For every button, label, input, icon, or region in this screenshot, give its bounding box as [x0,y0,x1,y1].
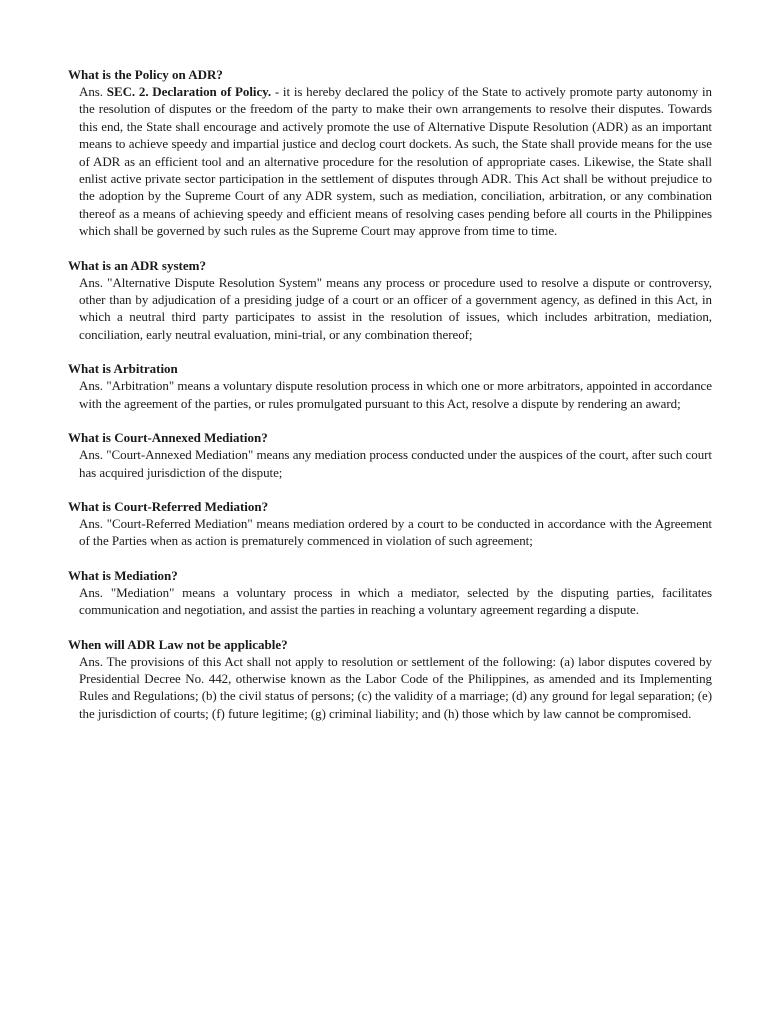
section-title: SEC. 2. Declaration of Policy. [106,84,272,99]
question-heading: What is Court-Annexed Mediation? [68,430,268,446]
qa-adr-not-applicable [68,636,712,723]
qa-arbitration [68,360,712,412]
question-heading: What is Court-Referred Mediation? [68,498,269,514]
answer-text: Ans. "Arbitration" means a voluntary dispute resolution process in which one or more arbitrators, appointed in accordance with the agreement of the parties, or rules promulgated pursuant to this Act, resolve a dispute by rendering an award; [79,378,712,411]
qa-adr-system [68,257,712,344]
document-page [68,66,712,739]
answer-text: Ans. "Court-Annexed Mediation" means any mediation process conducted under the auspices of the court, after such court has acquired jurisdiction of the dispute; [79,447,712,480]
answer-text: Ans. "Mediation" means a voluntary process in which a mediator, selected by the disputing parties, facilitates communication and negotiation, and assist the parties in reaching a voluntary agreement regarding a dispute. [79,584,712,618]
question-heading: What is the Policy on ADR? [68,67,223,82]
qa-mediation [68,567,712,619]
qa-court-referred-mediation [68,498,712,550]
answer-text: Ans. "Court-Referred Mediation" means mediation ordered by a court to be conducted in accordance with the Agreement of the Parties when as action is prematurely commenced in violation of such agreement; [79,515,712,549]
qa-court-annexed-mediation [68,429,712,481]
answer-prefix: Ans. [79,84,107,99]
answer-text: Ans. The provisions of this Act shall not apply to resolution or settlement of the following: (a) labor disputes covered by Presidential Decree No. 442, otherwise known as the Labor Code of the Philippines, as amended and its Implementing Rules and Regulations; (b) the civil status of persons; (c) the validity of a marriage; (d) any ground for legal separation; (e) the jurisdiction of courts; (f) future legitime; (g) criminal liability; and (h) those which by law cannot be compromised. [79,653,712,721]
question-heading: What is Arbitration [68,361,178,377]
answer-text [79,83,712,240]
question-heading: When will ADR Law not be applicable? [68,636,288,652]
question-heading: What is Mediation? [68,567,178,583]
qa-policy-on-adr [68,66,712,240]
answer-text: Ans. "Alternative Dispute Resolution System" means any process or procedure used to resolve a dispute or controversy, other than by adjudication of a presiding judge of a court or an officer of a government agency, as defined in this Act, in which a neutral third party participates to assist in the resolution of issues, which includes arbitration, mediation, conciliation, early neutral evaluation, mini-trial, or any combination thereof; [79,274,712,342]
question-heading: What is an ADR system? [68,257,206,273]
answer-body: - it is hereby declared the policy of the State to actively promote party autonomy in the resolution of disputes or the freedom of the party to make their own arrangements to resolve their disputes. Towards this end, the State shall encourage and actively promote the use of Alternative Dispute Resolution (ADR) as an important means to achieve speedy and impartial justice and declog court dockets. As such, the State shall provide means for the use of ADR as an efficient tool and an alternative procedure for the resolution of appropriate cases. Likewise, the State shall enlist active private sector participation in the settlement of disputes through ADR. This Act shall be without prejudice to the adoption by the Supreme Court of any ADR system, such as mediation, conciliation, arbitration, or any combination thereof as a means of achieving speedy and efficient means of resolving cases pending before all courts in the Philippines which shall be governed by such rules as the Supreme Court may approve from time to time. [79,84,712,239]
